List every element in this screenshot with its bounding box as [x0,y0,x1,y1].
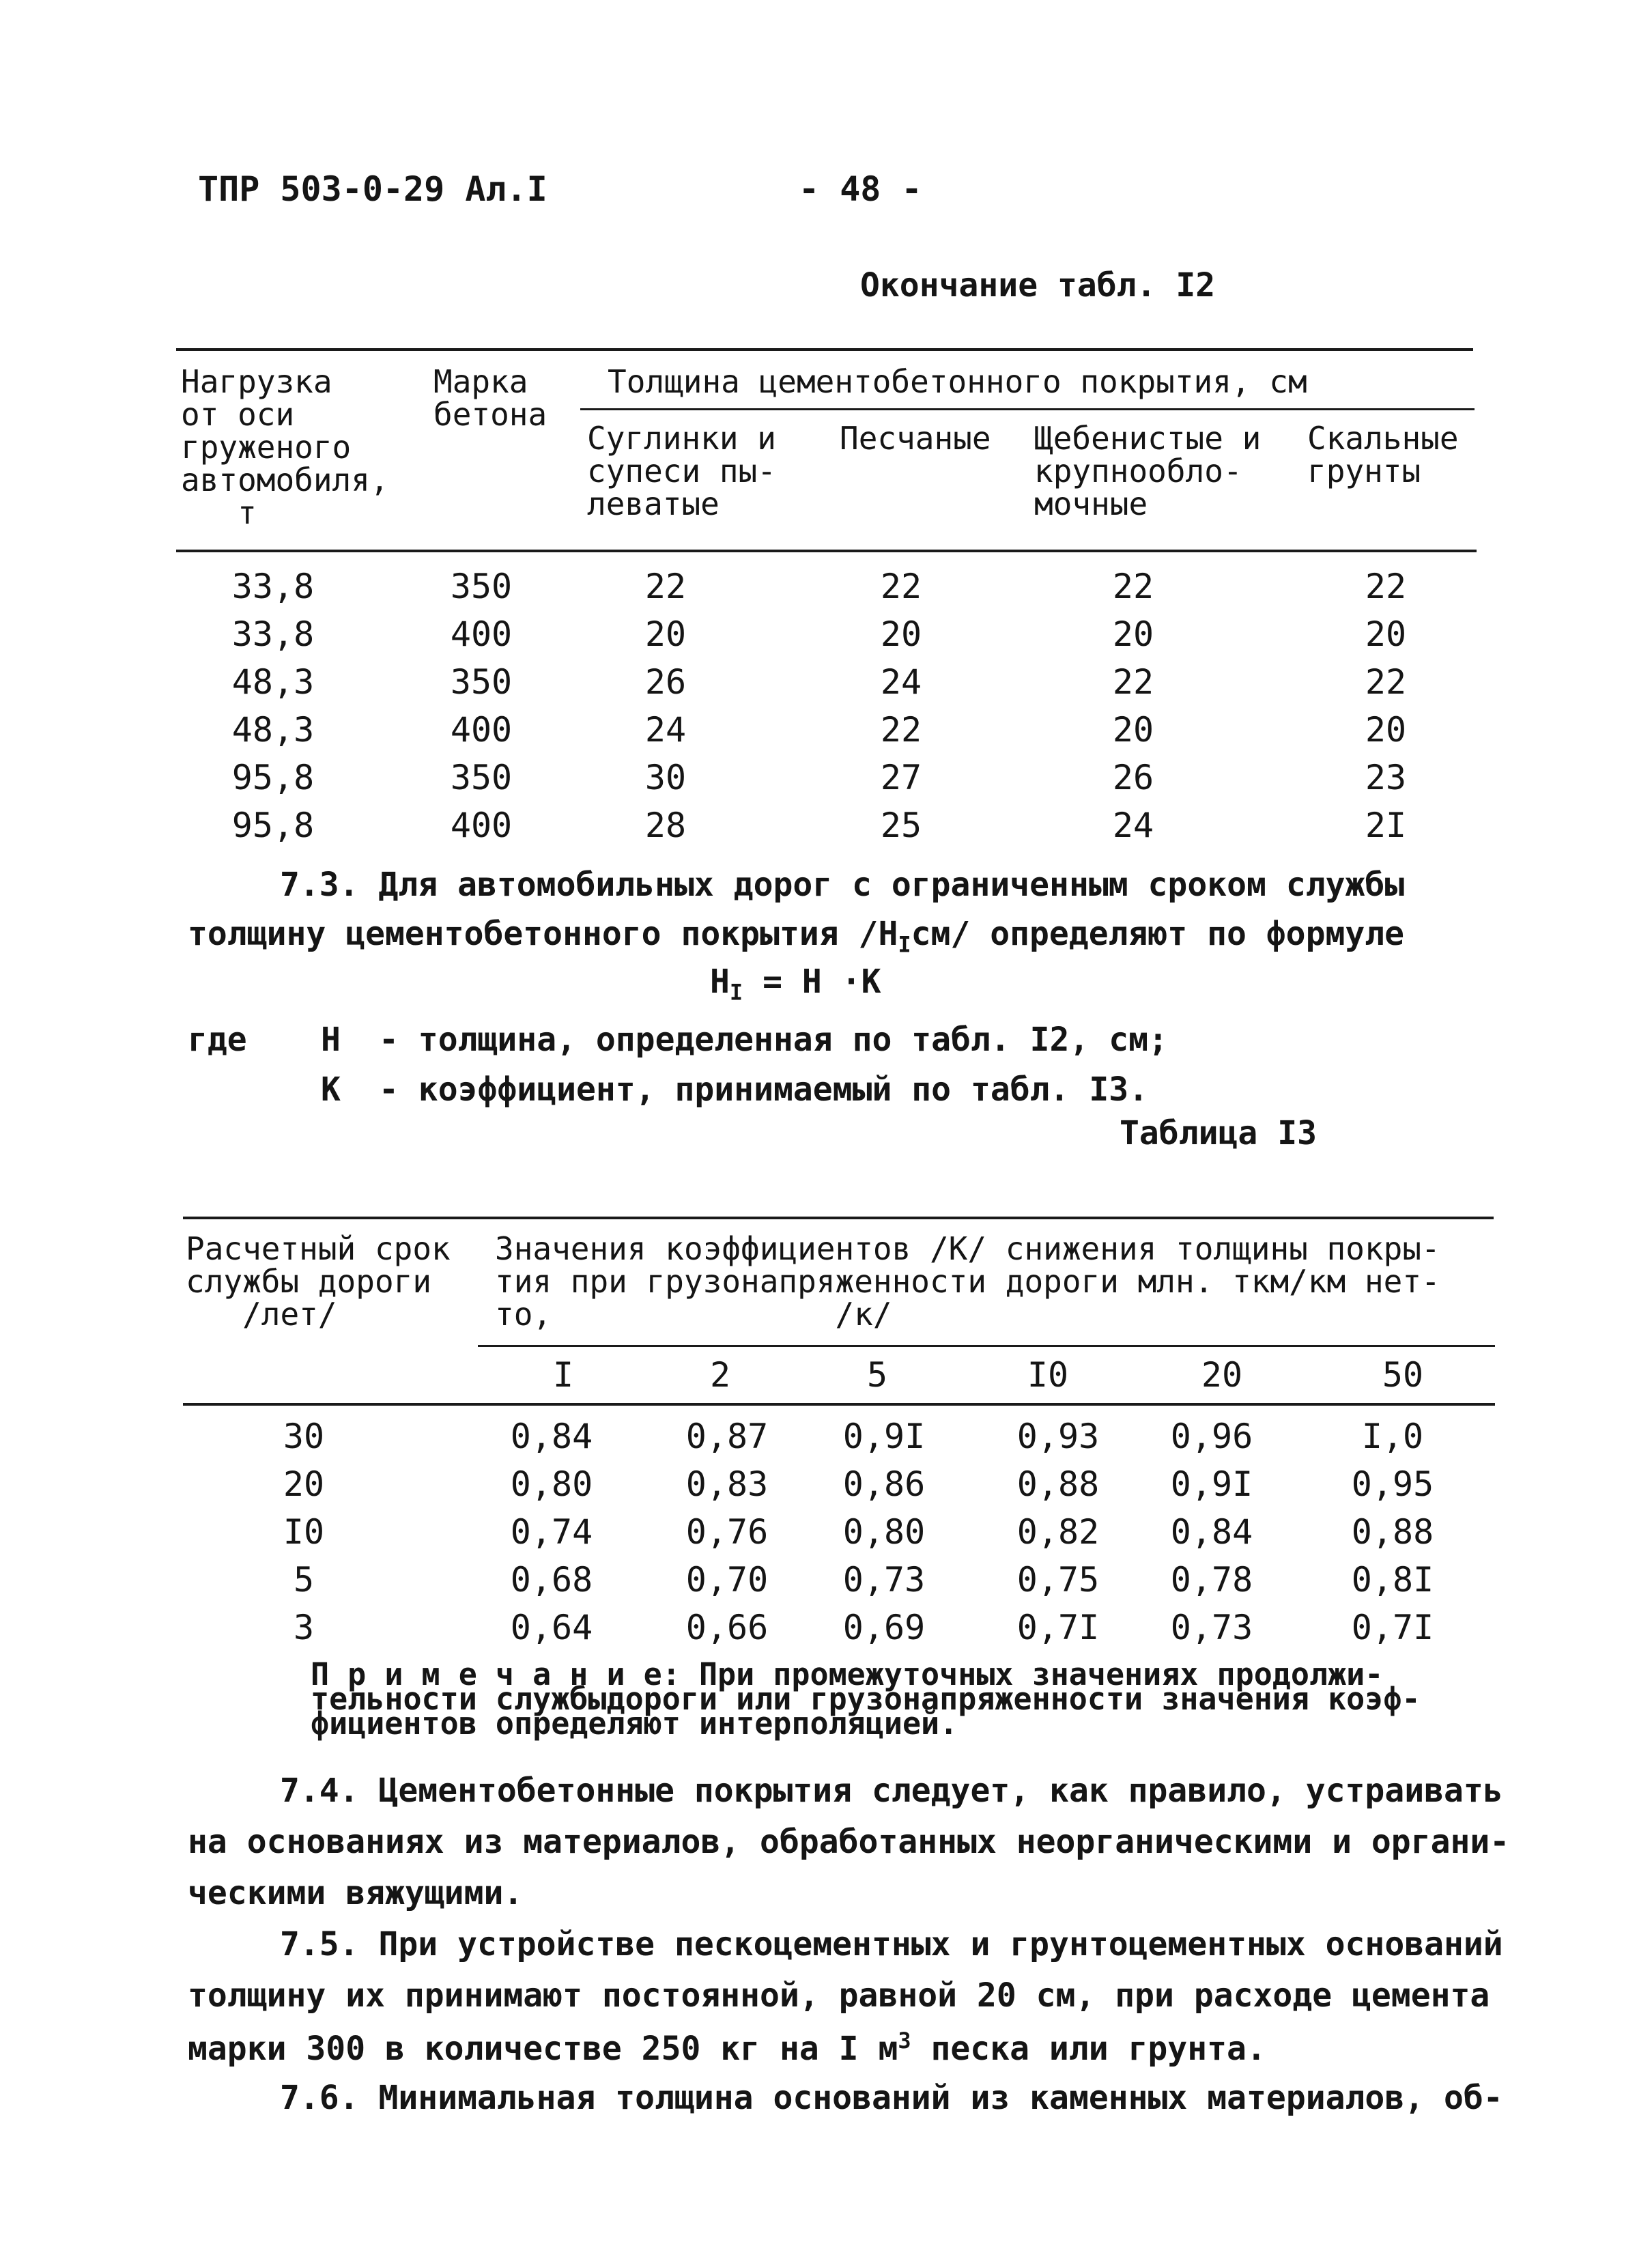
table13-cell: 0,87 [685,1417,769,1456]
table13-col-term-header: Расчетный срок службы дороги /лет/ [186,1230,451,1333]
section-7-6-line-1: 7.6. Минимальная толщина оснований из каменных материалов, об- [280,2079,1503,2117]
table12-cell: 22 [1112,567,1154,606]
table12-cell: 48,3 [231,662,315,702]
table12-col-grade-header: Марка бетона [433,363,547,433]
section-7-5-line-2: толщину их принимают постоянной, равной 20 см, при расходе цемента [188,1976,1490,2015]
table12-cell: 27 [880,758,922,797]
table13-cell: 0,68 [510,1560,593,1600]
table12-cell: 26 [1112,758,1154,797]
table13-cell: 0,93 [1016,1417,1100,1456]
table12-top-rule [176,348,1473,351]
table12-cell: 95,8 [231,806,315,845]
table12-caption: Окончание табл. I2 [860,266,1216,304]
table12-cell: 350 [450,567,513,606]
definition-k-symbol: К [321,1070,341,1109]
table13-cell: 0,84 [510,1417,593,1456]
table12-subheader-rock: Скальные грунты [1307,420,1459,489]
table12-cell: 33,8 [231,567,315,606]
definition-h-symbol: Н [321,1021,341,1059]
table13-cell: 0,69 [842,1608,926,1647]
table12-subheader-sand: Песчаные [840,420,991,457]
table13-column-header: 50 [1382,1355,1424,1395]
table12-thickness-header: Толщина цементобетонного покрытия, см [608,363,1307,400]
formula-rhs: = Н ·К [743,963,881,1001]
table13-cell: 0,84 [1170,1512,1253,1552]
where-label: где [188,1021,247,1059]
table12-col-load-header: Нагрузка от оси груженого автомобиля, т [181,363,389,531]
table12-cell: 22 [644,567,687,606]
table12-subheader-rule [580,408,1475,410]
table13-cell: 3 [293,1608,315,1647]
table13-cell: 0,9I [842,1417,926,1456]
table12-cell: 95,8 [231,758,315,797]
table13-note: П р и м е ч а н и е: При промежуточных значениях продолжи- тельности службыдороги или грузонапряженности значения коэф- фициентов определяют интерполяцией. [311,1656,1421,1742]
table12-cell: 400 [450,614,513,654]
table13-cell: 20 [283,1464,325,1504]
section-7-4-line-2: на основаниях из материалов, обработанных неорганическими и органи- [188,1823,1510,1861]
table12-cell: 20 [880,614,922,654]
table12-cell: 24 [1112,806,1154,845]
table13-cell: 0,83 [685,1464,769,1504]
definition-h-text: - толщина, определенная по табл. I2, см; [379,1021,1168,1059]
table12-cell: 22 [1365,662,1407,702]
table13-top-rule [183,1217,1494,1219]
table13-cell: 0,73 [842,1560,926,1600]
table13-column-header: 5 [866,1355,888,1395]
table13-cell: I,0 [1361,1417,1424,1456]
table12-cell: 23 [1365,758,1407,797]
table12-cell: 400 [450,710,513,750]
text-fragment: толщину цементобетонного покрытия /Н [188,915,898,953]
table12-cell: 24 [644,710,687,750]
table13-cell: 30 [283,1417,325,1456]
table13-coefficient-header: Значения коэффициентов /К/ снижения толщины покры- тия при грузонапряженности дороги млн. ткм/км нет- то, /к/ [495,1230,1440,1333]
table13-cell: 0,86 [842,1464,926,1504]
table13-cell: 0,66 [685,1608,769,1647]
table13-cell: I0 [283,1512,325,1552]
table12-cell: 26 [644,662,687,702]
table13-column-header: 20 [1201,1355,1243,1395]
table13-cell: 0,78 [1170,1560,1253,1600]
table13-cell: 0,76 [685,1512,769,1552]
table12-cell: 20 [644,614,687,654]
table12-cell: 28 [644,806,687,845]
table13-cell: 0,88 [1351,1512,1434,1552]
table13-cell: 0,96 [1170,1417,1253,1456]
text-fragment: см/ определяют по формуле [911,915,1405,953]
table12-cell: 30 [644,758,687,797]
table13-caption: Таблица I3 [1120,1114,1317,1152]
section-7-5-line-3 [188,2028,1266,2068]
table13-column-header: 2 [709,1355,731,1395]
table12-cell: 20 [1365,614,1407,654]
table12-cell: 22 [880,567,922,606]
table12-cell: 20 [1365,710,1407,750]
table12-cell: 2I [1365,806,1407,845]
table13-cell: 0,64 [510,1608,593,1647]
table12-cell: 350 [450,662,513,702]
table12-cell: 33,8 [231,614,315,654]
table12-cell: 20 [1112,614,1154,654]
table13-subheader-rule [478,1345,1495,1347]
table13-cell: 0,8I [1351,1560,1434,1600]
table12-header-bottom-rule [176,550,1477,552]
table13-cell: 0,73 [1170,1608,1253,1647]
table12-subheader-gravel: Щебенистые и крупнообло- мочные [1034,420,1262,522]
section-7-3-line-2 [188,915,1404,958]
table12-cell: 20 [1112,710,1154,750]
section-7-4-line-1: 7.4. Цементобетонные покрытия следует, как правило, устраивать [280,1772,1503,1810]
table12-cell: 400 [450,806,513,845]
table13-cell: 0,75 [1016,1560,1100,1600]
superscript: 3 [898,2028,911,2054]
table13-column-header: I [552,1355,574,1395]
table13-cell: 0,82 [1016,1512,1100,1552]
subscript: I [729,979,743,1006]
document-code: ТПР 503-0-29 Ал.I [198,169,547,209]
table13-cell: 0,95 [1351,1464,1434,1504]
table12-cell: 24 [880,662,922,702]
table13-cell: 0,9I [1170,1464,1253,1504]
table12-subheader-loam: Суглинки и супеси пы- леватые [587,420,776,522]
table13-cell: 0,80 [510,1464,593,1504]
section-7-5-line-1: 7.5. При устройстве пескоцементных и грунтоцементных оснований [280,1925,1503,1963]
section-7-4-line-3: ческими вяжущими. [188,1874,524,1912]
table12-cell: 22 [1365,567,1407,606]
table12-cell: 48,3 [231,710,315,750]
table13-cell: 0,7I [1351,1608,1434,1647]
formula-symbol: Н [710,963,730,1001]
subscript: I [898,931,911,958]
formula [710,963,881,1006]
section-7-3-line-1: 7.3. Для автомобильных дорог с ограниченным сроком службы [280,866,1405,904]
table13-column-header: I0 [1027,1355,1069,1395]
table12-cell: 22 [1112,662,1154,702]
table13-cell: 0,7I [1016,1608,1100,1647]
table12-cell: 25 [880,806,922,845]
table13-cell: 0,70 [685,1560,769,1600]
text-fragment: марки 300 в количестве 250 кг на I м [188,2030,898,2068]
table12-cell: 22 [880,710,922,750]
table13-cell: 0,88 [1016,1464,1100,1504]
table13-header-bottom-rule [183,1403,1495,1406]
table13-cell: 5 [293,1560,315,1600]
table13-cell: 0,80 [842,1512,926,1552]
table12-cell: 350 [450,758,513,797]
text-fragment: песка или грунта. [911,2030,1266,2068]
definition-k-text: - коэффициент, принимаемый по табл. I3. [379,1070,1149,1109]
table13-cell: 0,74 [510,1512,593,1552]
page-number: - 48 - [799,169,922,209]
